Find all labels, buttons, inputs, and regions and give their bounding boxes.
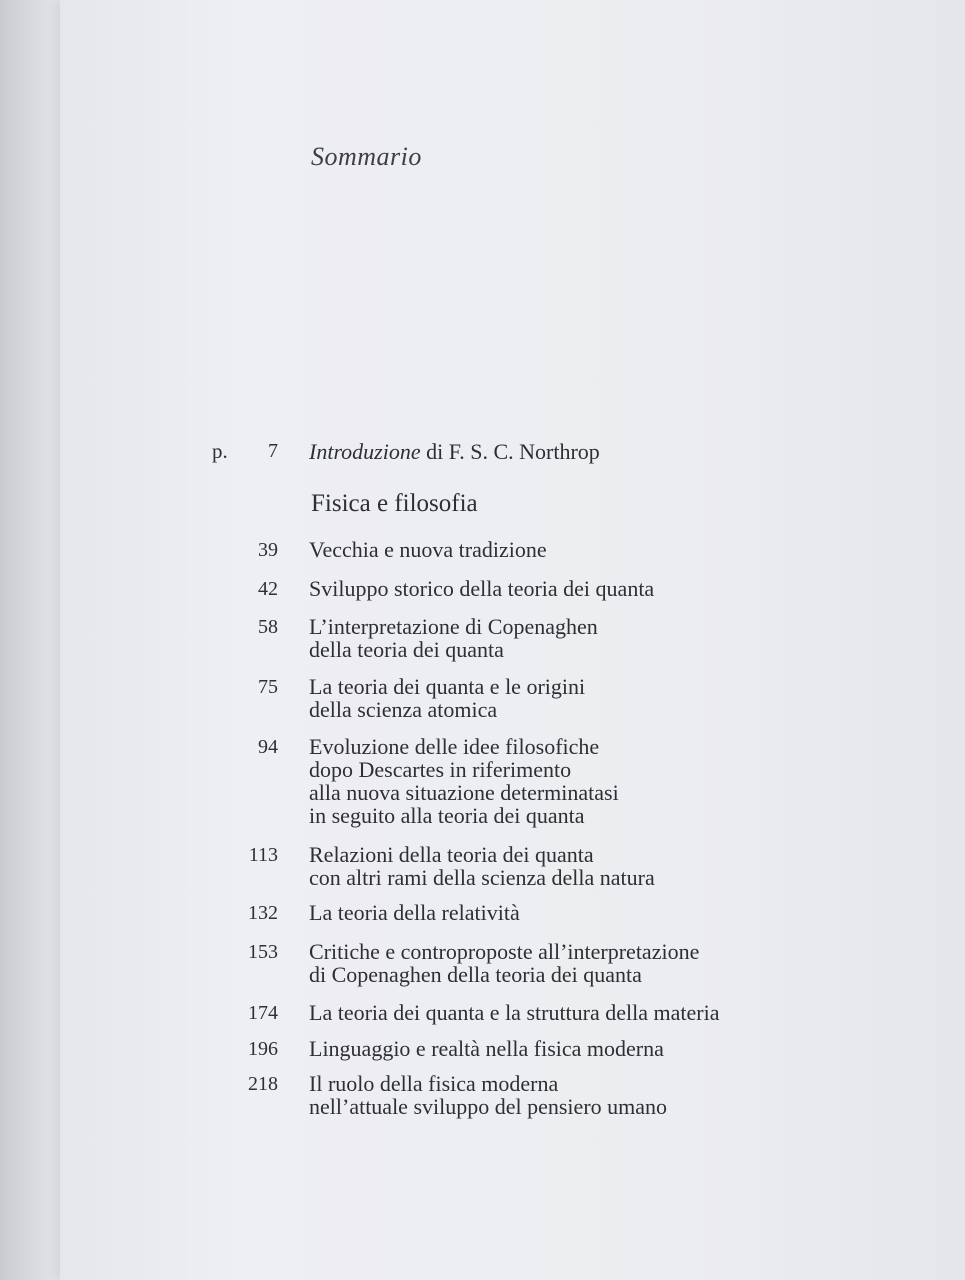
section-title: Fisica e filosofia — [311, 490, 478, 517]
toc-entry-line: Linguaggio e realtà nella fisica moderna — [309, 1036, 664, 1061]
toc-entry-line: Sviluppo storico della teoria dei quanta — [309, 576, 655, 601]
book-gutter — [0, 0, 60, 1280]
toc-page-number: 113 — [248, 844, 278, 866]
toc-page-number: 42 — [258, 578, 278, 600]
toc-intro-text — [309, 440, 600, 463]
toc-entry-title — [309, 735, 619, 827]
toc-entry-title — [309, 1037, 664, 1060]
toc-entry-line: La teoria della relatività — [309, 900, 520, 925]
toc-entry-line: Vecchia e nuova tradizione — [309, 537, 547, 562]
toc-entry-line: con altri rami della scienza della natura — [309, 865, 655, 890]
toc-entry-line: La teoria dei quanta e la struttura della materia — [309, 1000, 720, 1025]
toc-entry-line: Critiche e controproposte all’interpretazione — [309, 939, 700, 964]
toc-entry-line: nell’attuale sviluppo del pensiero umano — [309, 1094, 668, 1119]
toc-page-number: 75 — [258, 676, 278, 698]
toc-entry-title — [309, 538, 547, 561]
toc-page-number: 153 — [248, 941, 278, 963]
toc-entry-line: dopo Descartes in riferimento — [309, 757, 572, 782]
toc-page-number: 7 — [268, 440, 278, 462]
toc-entry-title — [309, 1072, 667, 1118]
toc-page-number: 39 — [258, 539, 278, 561]
intro-author: di F. S. C. Northrop — [426, 439, 600, 464]
page-prefix: p. — [212, 439, 228, 463]
toc-entry-line: della scienza atomica — [309, 697, 498, 722]
intro-title: Introduzione — [309, 439, 421, 464]
toc-entry-line: in seguito alla teoria dei quanta — [309, 803, 585, 828]
toc-entry-line: Il ruolo della fisica moderna — [309, 1071, 559, 1096]
toc-entry-title — [309, 843, 655, 889]
toc-entry-title — [309, 1001, 719, 1024]
toc-entry-title — [309, 940, 699, 986]
page-title: Sommario — [311, 142, 422, 171]
toc-page-number: 94 — [258, 736, 278, 758]
toc-entry-title — [309, 675, 585, 721]
toc-entry-line: della teoria dei quanta — [309, 637, 504, 662]
toc-entry-line: Evoluzione delle idee filosofiche — [309, 734, 600, 759]
toc-entry-line: alla nuova situazione determinatasi — [309, 780, 619, 805]
toc-entry-title — [309, 901, 520, 924]
toc-page-number: 174 — [248, 1002, 278, 1024]
toc-entry-line: di Copenaghen della teoria dei quanta — [309, 962, 642, 987]
toc-entry-title — [309, 577, 654, 600]
toc-page-number: 218 — [248, 1073, 278, 1095]
toc-entry-line: L’interpretazione di Copenaghen — [309, 614, 598, 639]
toc-page-number: 196 — [248, 1038, 278, 1060]
toc-entry-title — [309, 615, 598, 661]
toc-page-number: 132 — [248, 902, 278, 924]
toc-page-number: 58 — [258, 616, 278, 638]
toc-entry-line: Relazioni della teoria dei quanta — [309, 842, 594, 867]
toc-entry-line: La teoria dei quanta e le origini — [309, 674, 586, 699]
